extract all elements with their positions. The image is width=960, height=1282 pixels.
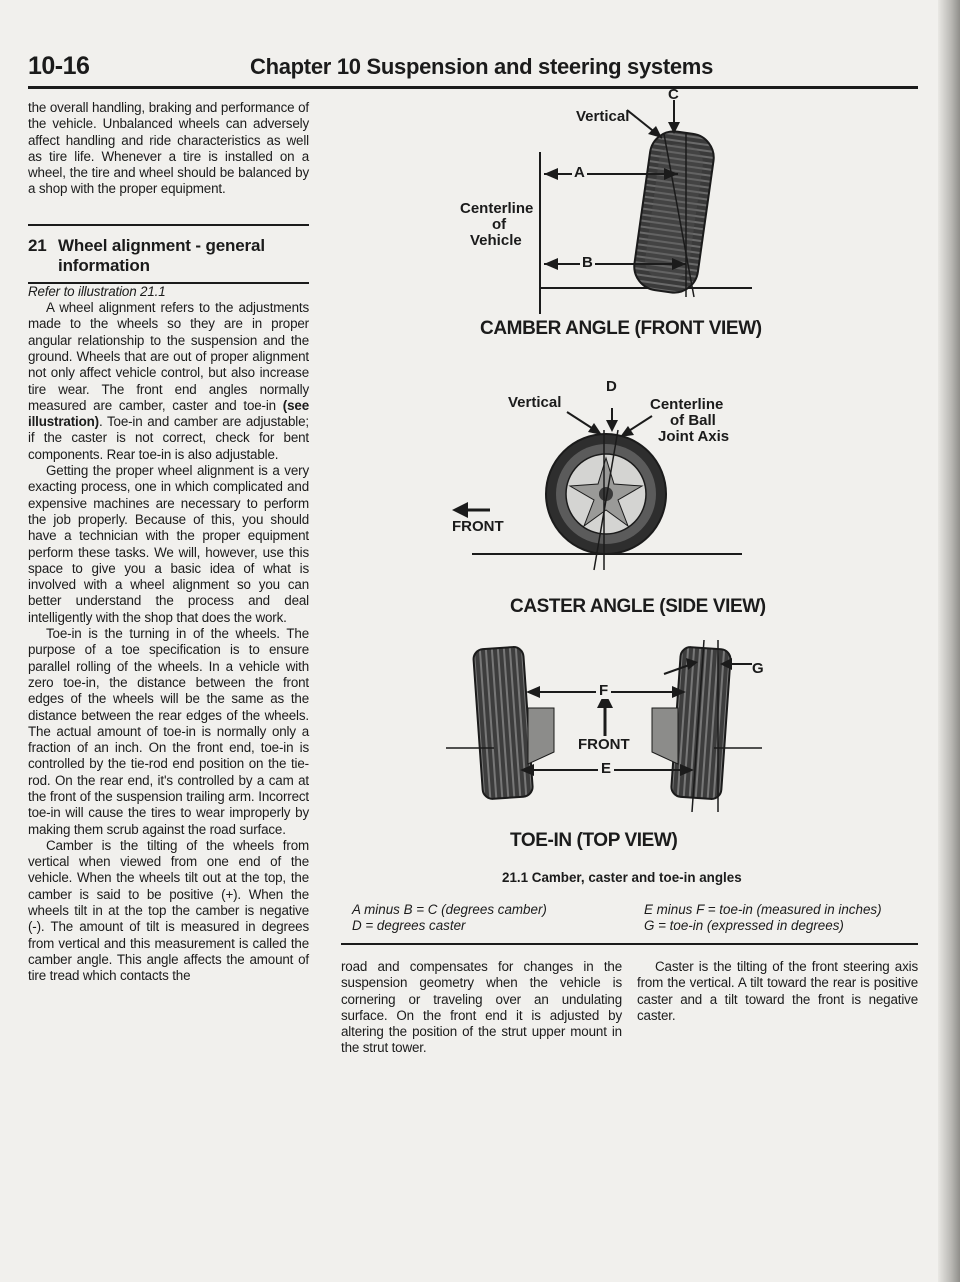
camber-centerline-line1: Centerline [460,200,534,217]
middle-paragraph: road and compensates for changes in the suspension geometry when the vehicle is cornering or traveling over an undulating surface. On the front end it is adjusted by altering the position of the strut upper mount in the strut tower. [341,959,622,1056]
middle-column [341,959,622,1057]
section-heading [28,236,309,276]
toe-e-label: E [598,760,614,777]
camber-centerline-line2: of [492,216,507,233]
toe-right-tire [671,647,731,800]
paragraph-wheel-alignment [28,300,309,463]
alignment-figure [322,86,934,892]
caster-centerline-line2: of Ball [670,412,716,429]
caster-paragraph: Caster is the tilting of the front steering axis from the vertical. A tilt toward the rear is positive caster and a tilt toward the front is negative caster. [637,959,918,1023]
para1-text-a: A wheel alignment refers to the adjustments made to the wheels so they are in proper angular relationship to the suspension and the ground. Wheels that are out of proper alignment not only affect vehicle control, but also increase tire wear. The front end angles normally measured are camber, caster and toe-in [28,300,309,413]
paragraph-proper-alignment: Getting the proper wheel alignment is a very exacting process, one in which complicated and expensive machines are necessary to perform the job properly. Because of this, you should have a technician with the proper equipment perform these tasks. We will, however, use this space to give you a basic idea of what is involved with a wheel alignment so you can better understand the process and deal intelligently with the shop that does the work. [28,463,309,625]
section-number: 21 [28,235,47,255]
chapter-title: Chapter 10 Suspension and steering systems [250,54,714,79]
toe-in-diagram [446,640,762,812]
caster-front-label: FRONT [452,518,504,535]
page-number: 10-16 [28,52,90,80]
header-rule [28,86,918,89]
caster-vertical-label: Vertical [508,394,562,411]
camber-b-label: B [582,254,593,271]
page-header [28,52,918,86]
caption-title: 21.1 Camber, caster and toe-in angles [502,870,742,885]
caption-line-2-right: G = toe-in (expressed in degrees) [644,918,844,933]
alignment-diagram [322,92,934,892]
toe-title: TOE-IN (TOP VIEW) [510,830,678,851]
caption-line-2-left: D = degrees caster [352,918,466,933]
paragraph-toe-in: Toe-in is the turning in of the wheels. The purpose of a toe specification is to ensure parallel rolling of the wheels. In a vehicle with zero toe-in, the distance between the front edges of the wheels will be the same as the distance between the rear edges of the wheels. The actual amount of toe-in is normally only a fraction of an inch. On the front end, toe-in is controlled by the tie-rod end position on the tie-rod. On the rear end, it's controlled by a cam at the front of the suspension trailing arm. Incorrect toe-in will cause the tires to wear improperly by making them scrub against the road surface. [28,626,309,837]
caption-line-1-left: A minus B = C (degrees camber) [352,902,547,917]
caster-d-label: D [606,378,617,395]
see-illustration-link: (see illustration) [28,397,309,430]
toe-front-label: FRONT [578,736,630,753]
camber-a-label: A [574,164,585,181]
page-edge [938,0,960,1282]
toe-g-label: G [752,660,764,677]
camber-diagram [540,100,752,314]
camber-title: CAMBER ANGLE (FRONT VIEW) [480,318,762,339]
section-rule-top [28,224,309,226]
camber-centerline-line3: Vehicle [470,232,522,249]
intro-paragraph: the overall handling, braking and performance of the vehicle. Unbalanced wheels can adversely affect handling and ride characteristics as well as tire life. Whenever a tire is installed on a wheel, the tire and wheel should be balanced by a shop with the proper equipment. [28,100,309,197]
caster-centerline-line3: Joint Axis [658,428,730,445]
camber-vertical-label: Vertical [576,108,630,125]
toe-left-tire [473,646,533,799]
caster-title: CASTER ANGLE (SIDE VIEW) [510,596,766,617]
section-title: Wheel alignment - general information [58,235,265,275]
camber-c-label: C [668,86,679,103]
caption-rule [341,943,918,945]
paragraph-camber: Camber is the tilting of the wheels from vertical when viewed from one end of the vehicle. When the wheels tilt out at the top, the camber is said to be positive (+). When the wheels tilt in at the top the camber is negative (-). The amount of tilt is measured in degrees from vertical and this measurement is called the camber angle. This angle affects the amount of tire tread which contacts the [28,837,309,984]
caption-line-1-right: E minus F = toe-in (measured in inches) [644,902,882,917]
right-column [637,959,918,1024]
toe-f-label: F [596,682,611,699]
para1-text-b: . Toe-in and camber are adjustable; if the caster is not correct, check for bent components. Rear toe-in is also adjustable. [28,414,309,462]
caster-centerline-line1: Centerline [650,396,724,413]
camber-tire [631,128,717,295]
left-column [28,100,309,985]
refer-note: Refer to illustration 21.1 [28,283,166,299]
